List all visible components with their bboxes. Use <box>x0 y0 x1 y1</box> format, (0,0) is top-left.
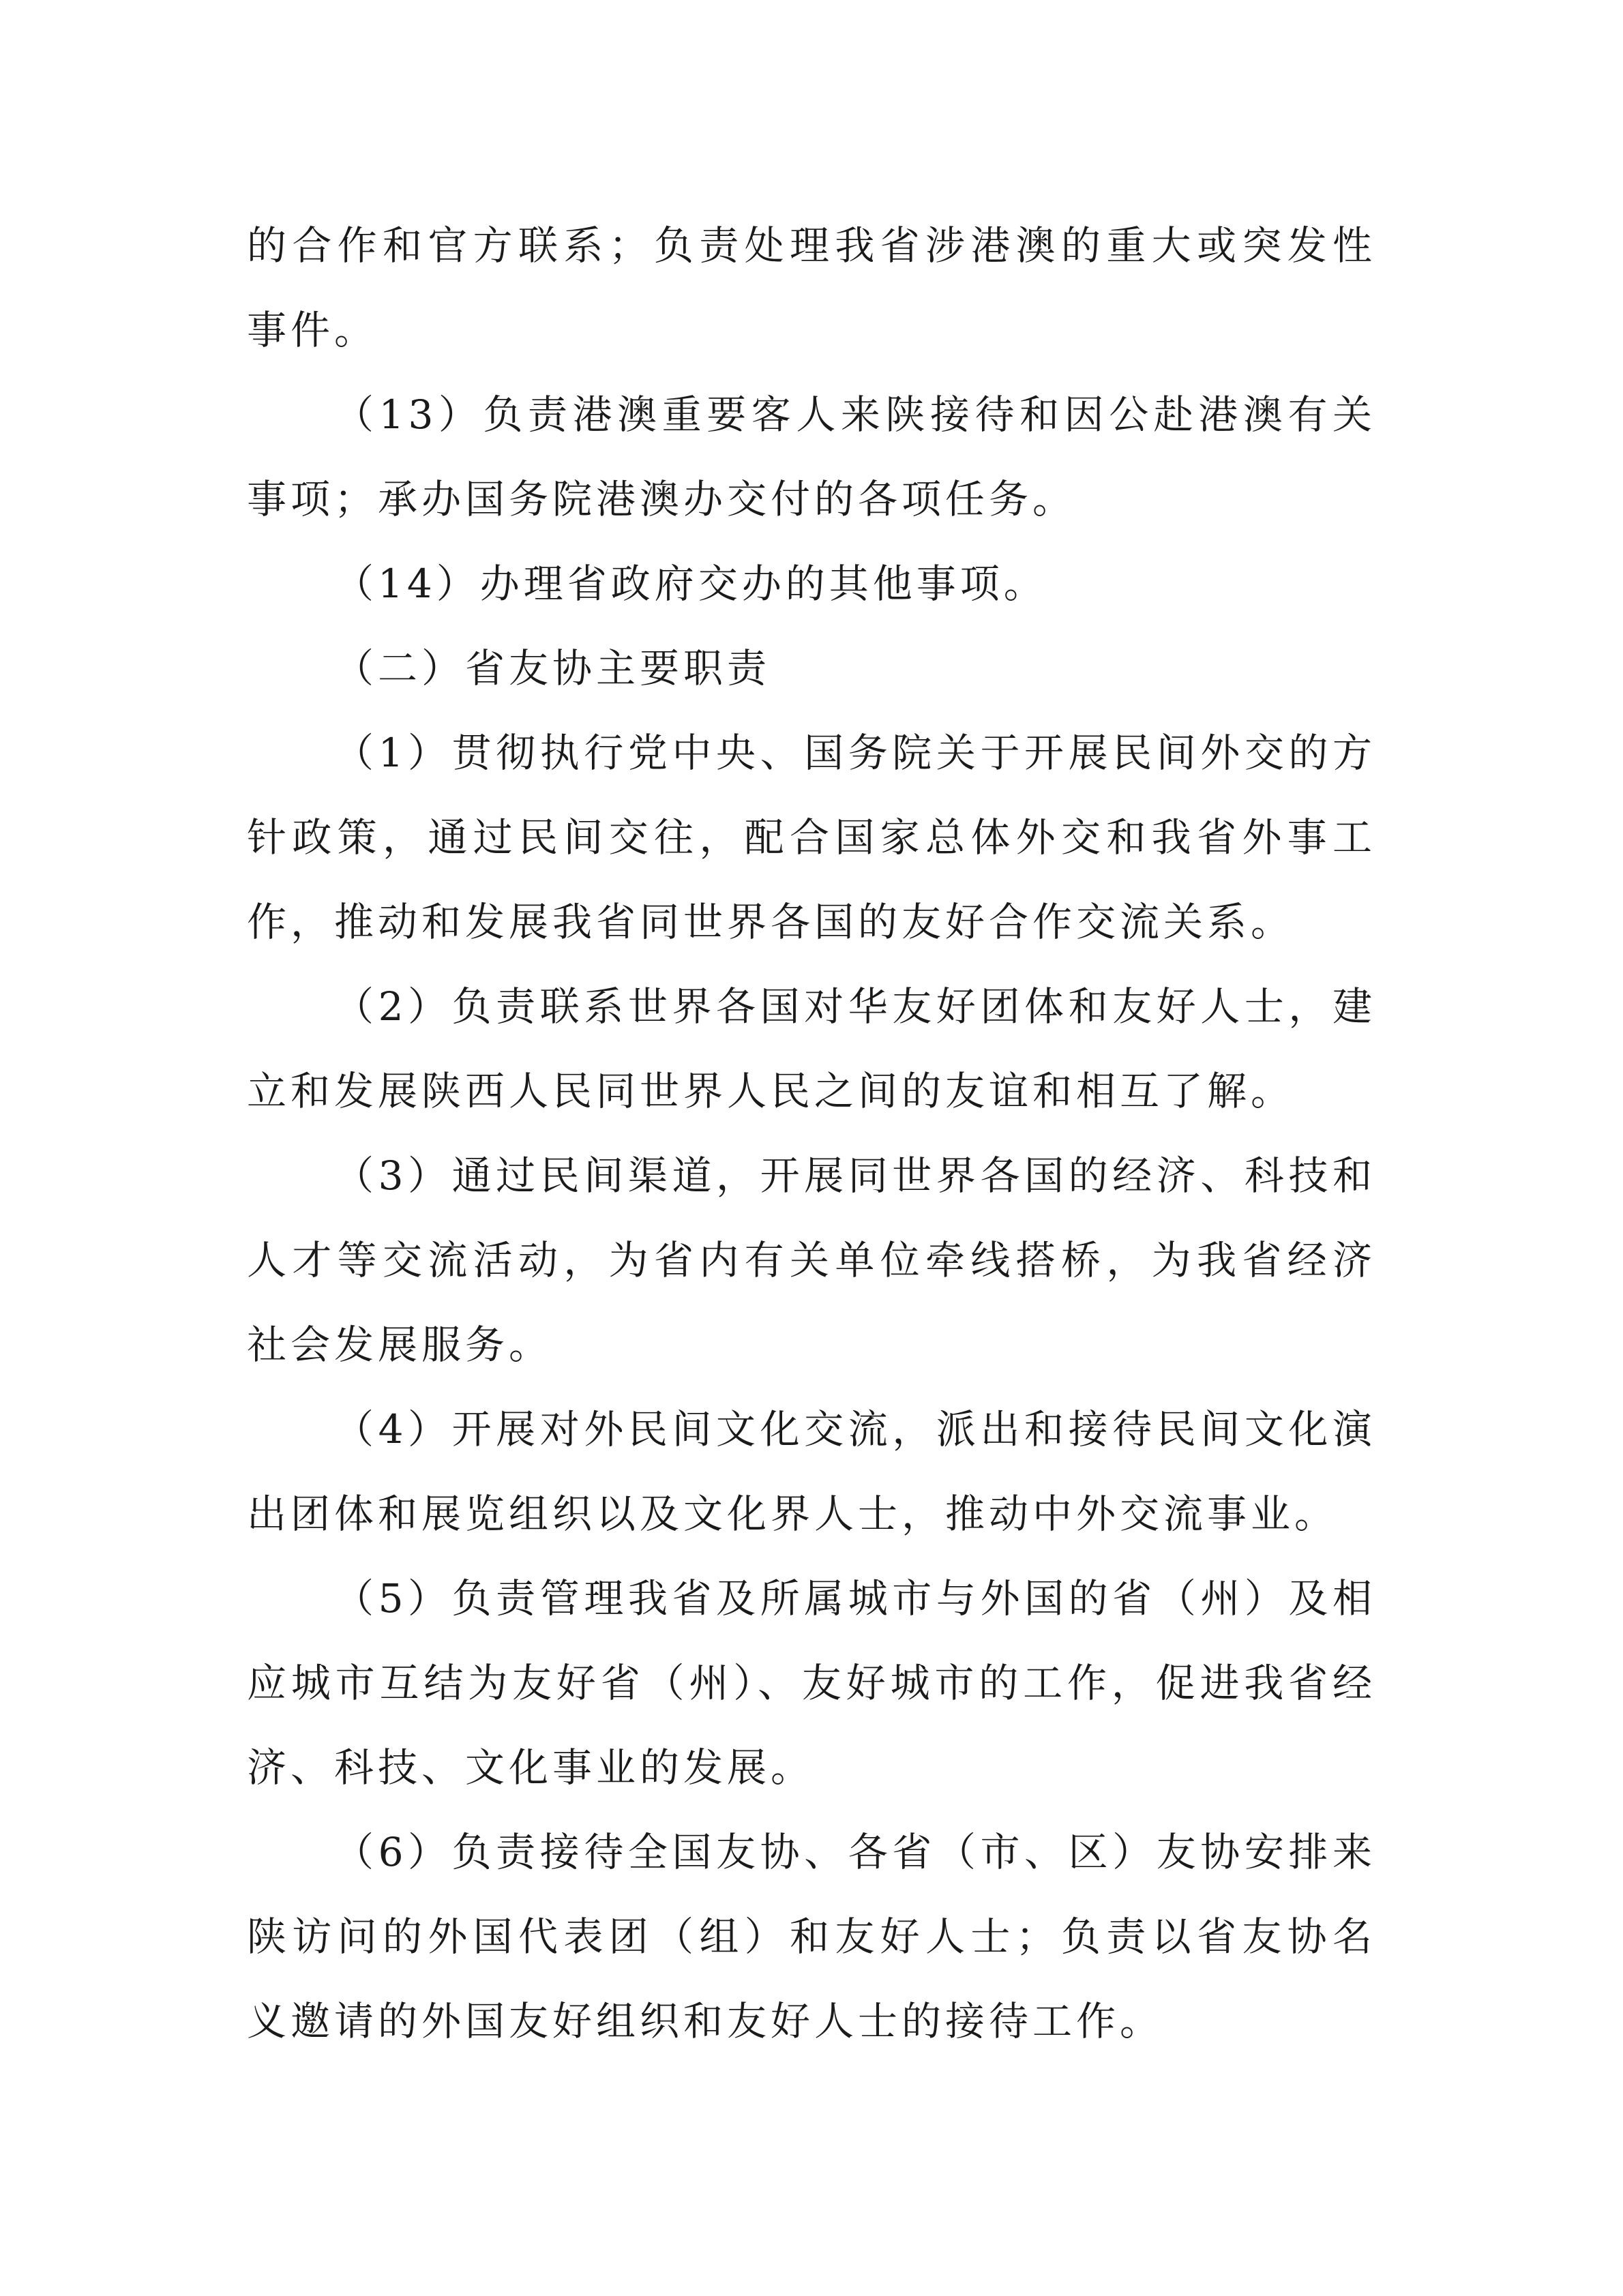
section-heading: （二）省友协主要职责 <box>334 645 771 691</box>
paragraph-item-3: （3）通过民间渠道，开展同世界各国的经济、科技和人才等交流活动，为省内有关单位牵线搭桥，为我省经济社会发展服务。 <box>247 1152 1376 1368</box>
paragraph-item-6: （6）负责接待全国友协、各省（市、区）友协安排来陕访问的外国代表团（组）和友好人士；负责以省友协名义邀请的外国友好组织和友好人士的接待工作。 <box>247 1829 1376 2044</box>
paragraph-item-1: （1）贯彻执行党中央、国务院关于开展民间外交的方针政策，通过民间交往，配合国家总体外交和我省外事工作，推动和发展我省同世界各国的友好合作交流关系。 <box>247 730 1376 945</box>
paragraph-continuation: 的合作和官方联系；负责处理我省涉港澳的重大或突发性事件。 <box>247 222 1376 353</box>
paragraph-item-13: （13）负责港澳重要客人来陕接待和因公赴港澳有关事项；承办国务院港澳办交付的各项任务。 <box>247 391 1376 522</box>
document-body <box>247 203 1376 2063</box>
paragraph-item-2: （2）负责联系世界各国对华友好团体和友好人士，建立和发展陕西人民同世界人民之间的友谊和相互了解。 <box>247 983 1376 1114</box>
paragraph-item-5: （5）负责管理我省及所属城市与外国的省（州）及相应城市互结为友好省（州）、友好城市的工作，促进我省经济、科技、文化事业的发展。 <box>247 1575 1376 1791</box>
paragraph-item-4: （4）开展对外民间文化交流，派出和接待民间文化演出团体和展览组织以及文化界人士，推动中外交流事业。 <box>247 1406 1376 1537</box>
paragraph-item-14: （14）办理省政府交办的其他事项。 <box>334 561 1047 607</box>
